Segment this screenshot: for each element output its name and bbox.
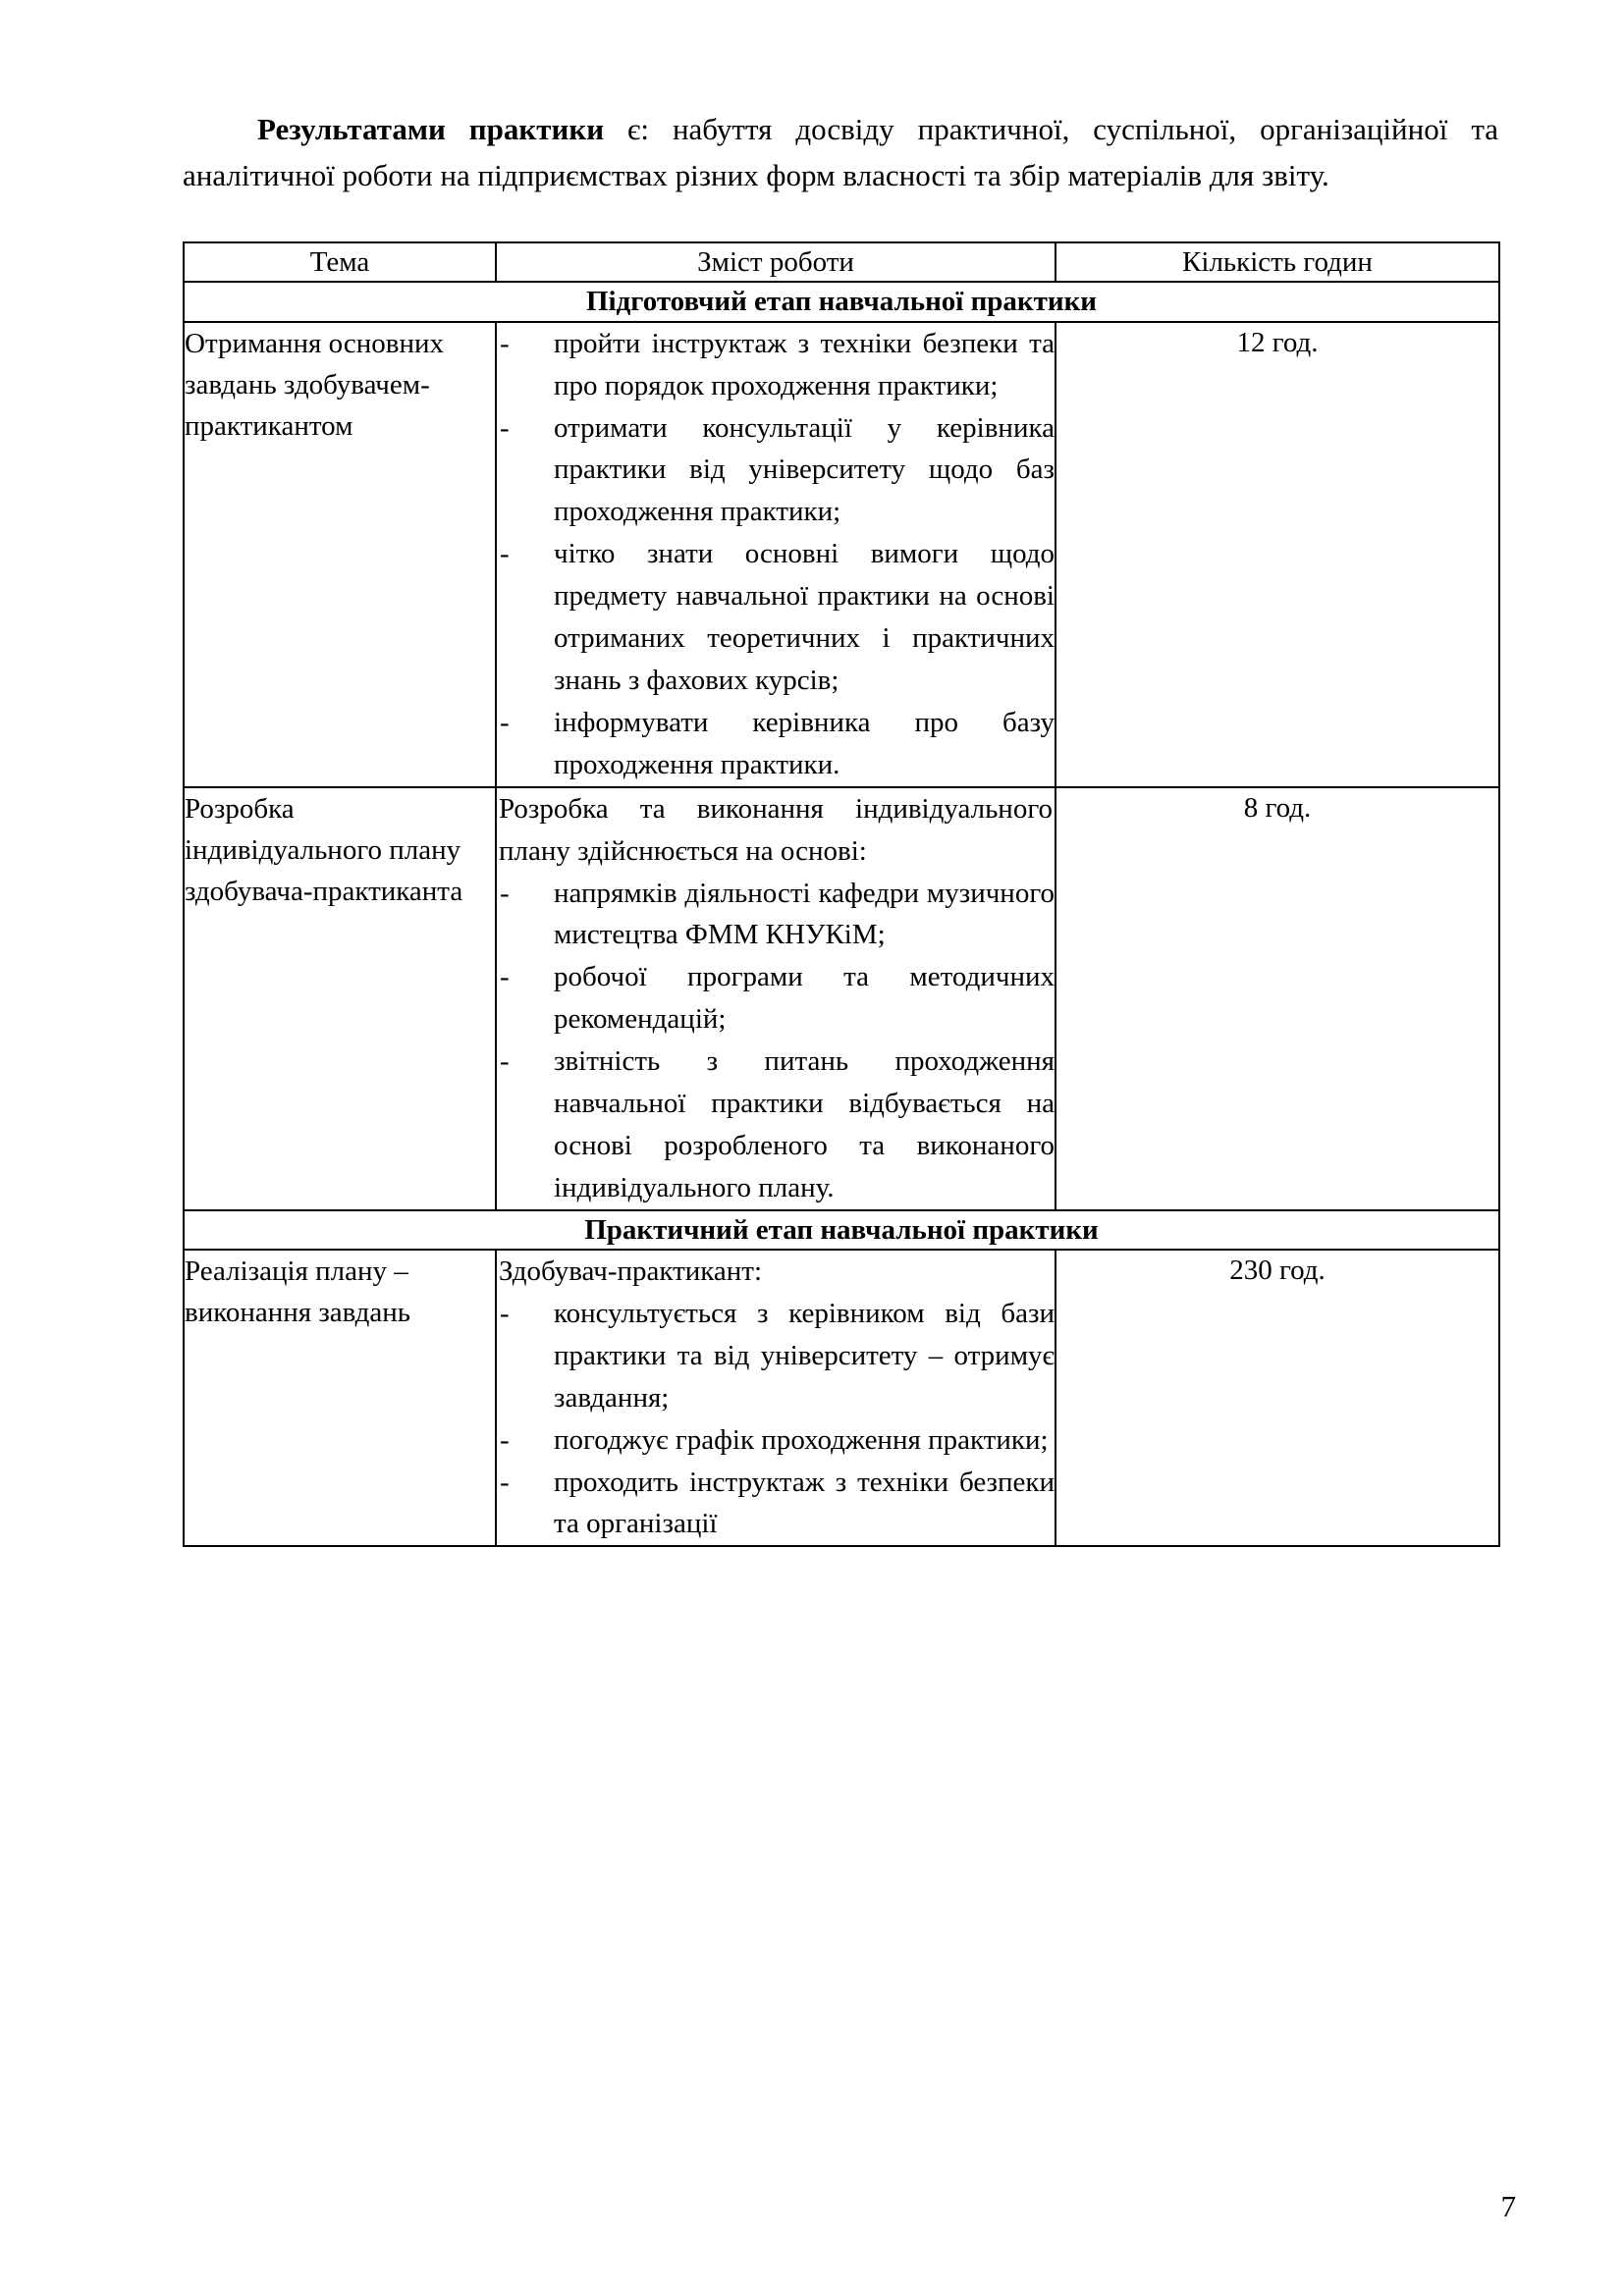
row-content-1-0: [496, 1250, 1056, 1546]
row-theme-1-0: Реалізація плану – виконання завдань: [184, 1250, 496, 1546]
list-item: - чітко знати основні вимоги щодо предмету навчальної практики на основі отриманих теоретичних і практичних знань з фахових курсів;: [497, 533, 1055, 702]
list-item: - отримати консультації у керівника практики від університету щодо баз проходження практики;: [497, 407, 1055, 534]
list-item: - проходить інструктаж з техніки безпеки та організації: [497, 1462, 1055, 1546]
row-hours-0-0: 12 год.: [1056, 322, 1499, 787]
page-content: [183, 106, 1498, 1547]
bullet-list: [497, 873, 1055, 1209]
row-theme-0-1: Розробка індивідуального плану здобувача-практиканта: [184, 787, 496, 1210]
list-item: - погоджує графік проходження практики;: [497, 1419, 1055, 1462]
section-header-row: [184, 1210, 1499, 1250]
intro-rest: є: набуття досвіду практичної, суспільної, організаційної та аналітичної роботи на підприємствах різних форм власності та збір матеріалів для звіту.: [183, 112, 1499, 193]
list-item: - консультується з керівником від бази практики та від університету – отримує завдання;: [497, 1293, 1055, 1419]
bullet-list: [497, 323, 1055, 786]
row-content-0-1: [496, 787, 1056, 1210]
list-item: - робочої програми та методичних рекомендацій;: [497, 956, 1055, 1041]
section-header-row: [184, 282, 1499, 321]
cell-lead-text: Здобувач-практикант:: [499, 1255, 763, 1288]
row-hours-0-1: 8 год.: [1056, 787, 1499, 1210]
list-item: - звітність з питань проходження навчальної практики відбувається на основі розробленого та виконаного індивідуального плану.: [497, 1041, 1055, 1209]
list-item: - інформувати керівника про базу проходження практики.: [497, 702, 1055, 786]
table-row: [184, 322, 1499, 787]
bullet-list: [497, 1293, 1055, 1545]
table-header-row: [184, 242, 1499, 282]
column-header-theme: Тема: [184, 242, 496, 282]
row-theme-0-0: Отримання основних завдань здобувачем-практикантом: [184, 322, 496, 787]
practice-plan-table: [183, 241, 1500, 1547]
row-content-0-0: [496, 322, 1056, 787]
column-header-hours: Кількість годин: [1056, 242, 1499, 282]
intro-paragraph: [183, 106, 1498, 198]
list-item: - напрямків діяльності кафедри музичного мистецтва ФММ КНУКіМ;: [497, 873, 1055, 957]
page-number: 7: [1500, 2189, 1516, 2223]
row-hours-1-0: 230 год.: [1056, 1250, 1499, 1546]
cell-lead-text: Розробка та виконання індивідуального плану здійснюється на основі:: [499, 792, 1053, 867]
section-title-practical: Практичний етап навчальної практики: [184, 1210, 1499, 1250]
intro-bold-lead: Результатами практики: [257, 112, 605, 146]
table-row: [184, 787, 1499, 1210]
section-title-preparatory: Підготовчий етап навчальної практики: [184, 282, 1499, 321]
list-item: - пройти інструктаж з техніки безпеки та про порядок проходження практики;: [497, 323, 1055, 407]
table-row: [184, 1250, 1499, 1546]
column-header-content: Зміст роботи: [496, 242, 1056, 282]
